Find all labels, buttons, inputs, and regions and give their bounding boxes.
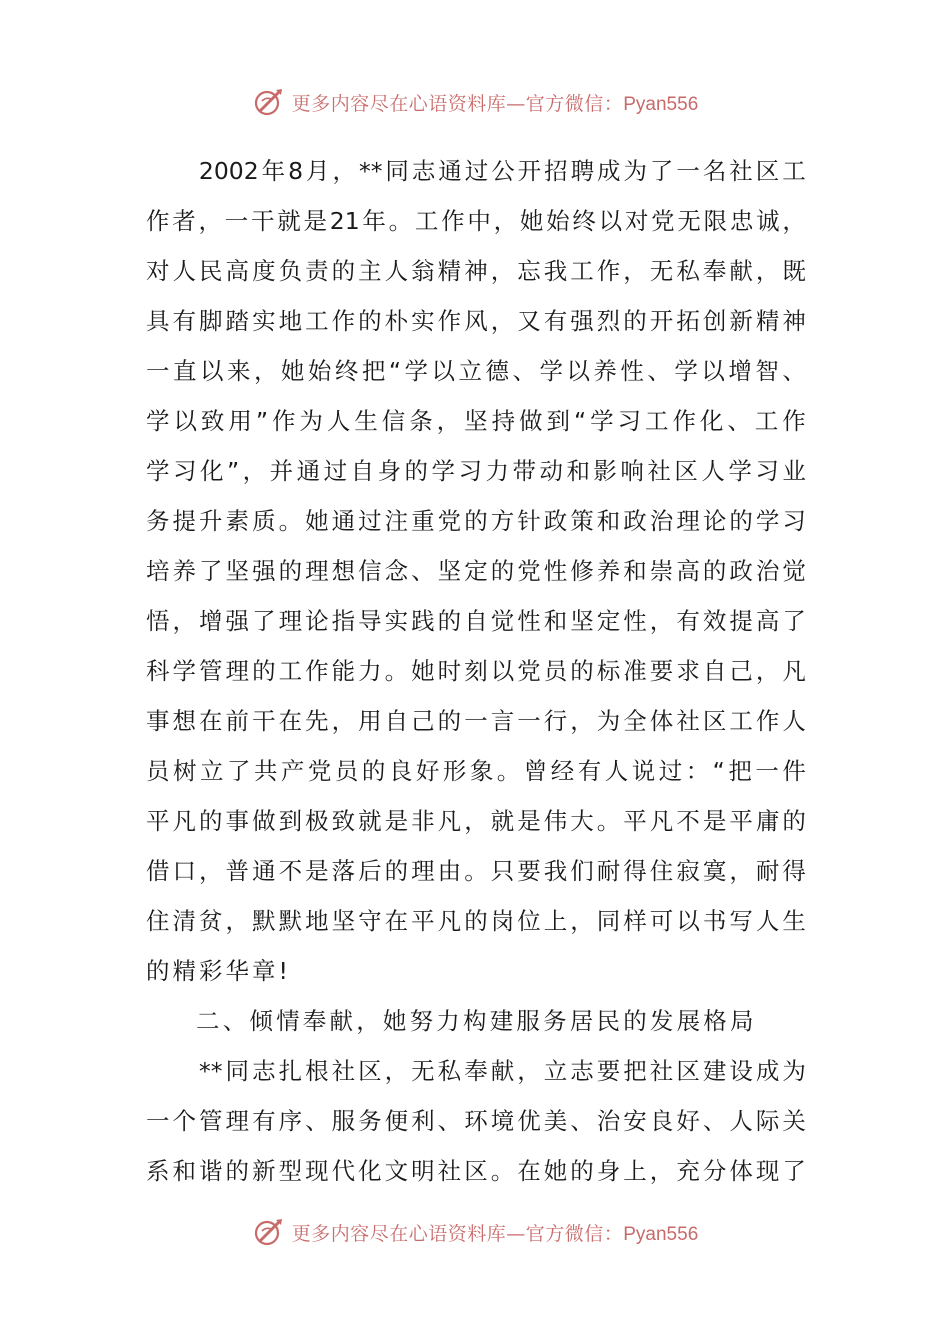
body-line: 的精彩华章! xyxy=(146,957,291,985)
body-line: 一 个 管 理 有 序 、 服 务 便 利 、 环 境 优 美 、 治 安 良 好 、 人 际 关 xyxy=(146,1107,806,1135)
footer-banner xyxy=(0,1212,950,1252)
body-line: 作 者 ， 一 干 就 是 21 年 。 工 作 中 ， 她 始 终 以 对 党 无 限 忠 诚 ， xyxy=(146,207,806,235)
body-line: 二、倾情奉献，她努力构建服务居民的发展格局 xyxy=(196,1007,757,1035)
body-line: 平 凡 的 事 做 到 极 致 就 是 非 凡 ， 就 是 伟 大 。 平 凡 不 是 平 庸 的 xyxy=(146,807,806,835)
body-line: 事 想 在 前 干 在 先 ， 用 自 己 的 一 言 一 行 ， 为 全 体 社 区 工 作 人 xyxy=(146,707,806,735)
header-banner xyxy=(0,82,950,122)
body-line: 学 以 致 用 ” 作 为 人 生 信 条 ， 坚 持 做 到 “ 学 习 工 作 化 、 工 作 xyxy=(146,407,806,435)
body-line: 员 树 立 了 共 产 党 员 的 良 好 形 象 。 曾 经 有 人 说 过 ： “ 把 一 件 xyxy=(146,757,806,785)
pen-logo-icon xyxy=(252,85,286,119)
body-line: 学 习 化 ” ， 并 通 过 自 身 的 学 习 力 带 动 和 影 响 社 区 人 学 习 业 xyxy=(146,457,806,485)
body-line: 对 人 民 高 度 负 责 的 主 人 翁 精 神 ， 忘 我 工 作 ， 无 私 奉 献 ， 既 xyxy=(146,257,806,285)
body-line: 悟 ， 增 强 了 理 论 指 导 实 践 的 自 觉 性 和 坚 定 性 ， 有 效 提 高 了 xyxy=(146,607,806,635)
body-line: 科 学 管 理 的 工 作 能 力 。 她 时 刻 以 党 员 的 标 准 要 求 自 己 ， 凡 xyxy=(146,657,806,685)
body-line: 借 口 ， 普 通 不 是 落 后 的 理 由 。 只 要 我 们 耐 得 住 寂 寞 ， 耐 得 xyxy=(146,857,806,885)
body-line: 具 有 脚 踏 实 地 工 作 的 朴 实 作 风 ， 又 有 强 烈 的 开 拓 创 新 精 神 xyxy=(146,307,806,335)
header-banner-text: 更多内容尽在心语资料库—官方微信：Pyan556 xyxy=(291,92,699,115)
body-line: 2002 年 8 月 ， ** 同 志 通 过 公 开 招 聘 成 为 了 一 名 社 区 工 xyxy=(198,157,806,185)
pen-logo-icon xyxy=(252,1215,286,1249)
body-line: 系 和 谐 的 新 型 现 代 化 文 明 社 区 。 在 她 的 身 上 ， 充 分 体 现 了 xyxy=(146,1157,806,1185)
footer-banner-text: 更多内容尽在心语资料库—官方微信：Pyan556 xyxy=(291,1222,699,1245)
body-line: ** 同 志 扎 根 社 区 ， 无 私 奉 献 ， 立 志 要 把 社 区 建 设 成 为 xyxy=(199,1057,806,1085)
footer-banner-id: Pyan556 xyxy=(623,1223,699,1245)
body-line: 务 提 升 素 质 。 她 通 过 注 重 党 的 方 针 政 策 和 政 治 理 论 的 学 习 xyxy=(146,507,806,535)
body-line: 一 直 以 来 ， 她 始 终 把 “ 学 以 立 德 、 学 以 养 性 、 学 以 增 智 、 xyxy=(146,357,806,385)
body-line: 培 养 了 坚 强 的 理 想 信 念 、 坚 定 的 党 性 修 养 和 崇 高 的 政 治 觉 xyxy=(146,557,806,585)
header-banner-id: Pyan556 xyxy=(623,93,699,115)
document-body xyxy=(146,146,806,1196)
body-line: 住 清 贫 ， 默 默 地 坚 守 在 平 凡 的 岗 位 上 ， 同 样 可 以 书 写 人 生 xyxy=(146,907,806,935)
